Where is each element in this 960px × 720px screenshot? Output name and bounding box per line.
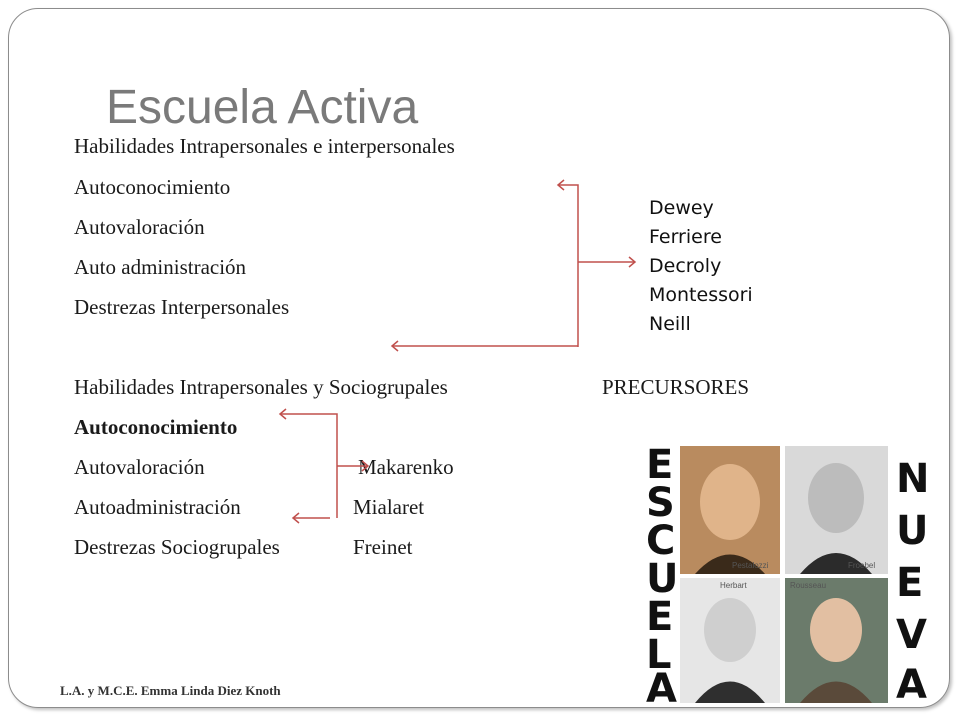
section1-item: Destrezas Interpersonales [74, 295, 290, 319]
svg-text:V: V [896, 612, 927, 658]
precursor-name: Ferriere [649, 226, 722, 248]
svg-text:E: E [646, 442, 674, 488]
section2-item: Autoadministración [74, 495, 241, 519]
section2-author: Makarenko [358, 455, 454, 479]
svg-text:C: C [646, 518, 676, 564]
svg-text:Froebel: Froebel [848, 561, 876, 570]
svg-text:Pestalozzi: Pestalozzi [732, 561, 769, 570]
svg-text:E: E [646, 594, 674, 640]
precursor-name: Neill [649, 313, 691, 335]
section2-item: Destrezas Sociogrupales [74, 535, 280, 559]
bracket-line [280, 414, 337, 518]
nueva-letters [896, 456, 929, 705]
section1-item: Auto administración [74, 255, 247, 279]
section1-item: Autovaloración [74, 215, 205, 239]
section2-item: Autoconocimiento [74, 415, 238, 439]
slide-title: Escuela Activa [106, 81, 419, 134]
section1-item: Autoconocimiento [74, 175, 231, 199]
section2-author: Mialaret [353, 495, 425, 519]
footer-author: L.A. y M.C.E. Emma Linda Diez Knoth [60, 683, 281, 698]
svg-text:A: A [646, 666, 677, 705]
svg-text:N: N [896, 456, 930, 502]
precursors-label: PRECURSORES [602, 375, 750, 399]
portrait-pestalozzi [680, 446, 780, 574]
section2-heading: Habilidades Intrapersonales y Sociogrupales [74, 375, 448, 399]
section1-heading: Habilidades Intrapersonales e interpersonales [74, 134, 455, 158]
svg-text:Rousseau: Rousseau [790, 581, 827, 590]
svg-text:A: A [896, 662, 927, 705]
precursor-name: Decroly [649, 255, 722, 277]
escuela-letters [646, 442, 678, 705]
precursor-name: Montessori [649, 284, 753, 306]
portrait-rousseau [785, 578, 888, 703]
svg-text:E: E [896, 560, 924, 606]
svg-text:U: U [896, 508, 929, 554]
portrait-froebel [785, 446, 888, 574]
svg-text:Herbart: Herbart [720, 581, 747, 590]
section2-author: Freinet [353, 535, 413, 559]
section2-item: Autovaloración [74, 455, 205, 479]
svg-text:L: L [646, 632, 672, 678]
precursor-name: Dewey [649, 197, 714, 219]
escuela-nueva-collage [640, 440, 940, 705]
portrait-herbart [680, 578, 780, 703]
svg-text:S: S [646, 480, 675, 526]
svg-text:U: U [646, 556, 679, 602]
bracket-line [558, 185, 578, 347]
